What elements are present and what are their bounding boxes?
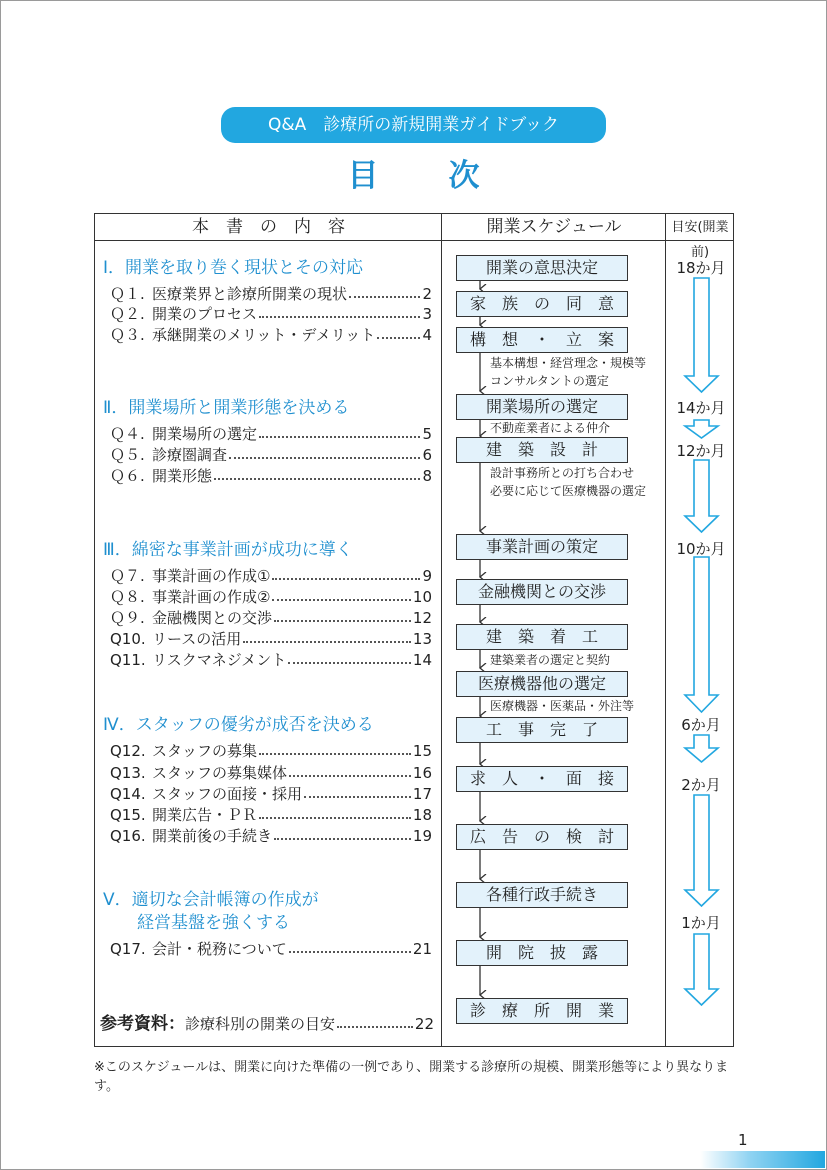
entry-page: 12 — [412, 609, 432, 627]
entry-label: スタッフの募集媒体 — [152, 764, 288, 782]
schedule-note: 必要に応じて医療機器の選定 — [490, 484, 647, 498]
entry-page: 17 — [412, 785, 432, 803]
reference-page: 22 — [414, 1015, 434, 1033]
entry-label: 会計・税務について — [152, 940, 287, 958]
timeline-label: 12か月 — [676, 442, 726, 460]
entry-label: 事業計画の作成② — [152, 588, 271, 606]
page-accent-bar — [700, 1151, 825, 1168]
entry-label: 承継開業のメリット・デメリット — [152, 326, 376, 344]
schedule-step: 事業計画の策定 — [456, 534, 628, 560]
timeline-label: 14か月 — [676, 399, 726, 417]
entry-page: 6 — [422, 446, 432, 464]
schedule-note: 医療機器・医薬品・外注等 — [490, 699, 635, 713]
entry-label: スタッフの面接・採用 — [152, 785, 303, 803]
entry-number: Ｑ９. — [110, 609, 145, 627]
schedule-step: 建 築 設 計 — [456, 437, 628, 463]
entry-number: Ｑ２. — [110, 305, 145, 323]
entry-page: 9 — [422, 567, 432, 585]
entry-page: 5 — [422, 425, 432, 443]
entry-number: Q17. — [110, 940, 146, 958]
schedule-step: 建 築 着 工 — [456, 624, 628, 650]
entry-number: Q15. — [110, 806, 146, 824]
entry-page: 2 — [422, 285, 432, 303]
schedule-note: コンサルタントの選定 — [490, 374, 609, 388]
entry-label: 開業広告・ＰＲ — [152, 806, 258, 824]
entry-label: 開業前後の手続き — [152, 827, 273, 845]
entry-page: 19 — [412, 827, 432, 845]
entry-page: 3 — [422, 305, 432, 323]
entry-page: 8 — [422, 467, 432, 485]
entry-label: リスクマネジメント — [152, 651, 287, 669]
entry-label: スタッフの募集 — [152, 742, 258, 760]
section-heading: Ⅳ．スタッフの優劣が成否を決める — [103, 715, 374, 735]
schedule-note: 不動産業者による仲介 — [490, 421, 611, 435]
section-heading-line2: 経営基盤を強くする — [137, 913, 290, 933]
schedule-step: 構 想 ・ 立 案 — [456, 327, 628, 353]
schedule-step: 診 療 所 開 業 — [456, 998, 628, 1024]
entry-label: リースの活用 — [152, 630, 242, 648]
section-heading: Ⅰ．開業を取り巻く現状とその対応 — [103, 258, 364, 278]
entry-number: Ｑ６. — [110, 467, 145, 485]
timeline-label: 10か月 — [676, 540, 726, 558]
schedule-step: 広 告 の 検 討 — [456, 824, 628, 850]
timeline-label: 2か月 — [681, 776, 721, 794]
header-contents: 本 書 の 内 容 — [192, 217, 345, 237]
page-number: 1 — [738, 1131, 748, 1149]
schedule-note: 設計事務所との打ち合わせ — [490, 466, 635, 480]
schedule-note: 建築業者の選定と契約 — [490, 653, 611, 667]
page-title: 目次 — [347, 158, 550, 194]
entry-number: Ｑ３. — [110, 326, 145, 344]
header-schedule: 開業スケジュール — [486, 217, 622, 237]
schedule-step: 開業の意思決定 — [456, 255, 628, 281]
section-heading: Ⅴ．適切な会計帳簿の作成が — [103, 890, 319, 910]
timeline-label: 18か月 — [676, 259, 726, 277]
schedule-step: 家 族 の 同 意 — [456, 291, 628, 317]
entry-number: Q12. — [110, 742, 146, 760]
schedule-step: 求 人 ・ 面 接 — [456, 766, 628, 792]
entry-label: 金融機関との交渉 — [152, 609, 273, 627]
schedule-step: 開業場所の選定 — [456, 394, 628, 420]
entry-page: 10 — [412, 588, 432, 606]
entry-page: 4 — [422, 326, 432, 344]
section-heading: Ⅱ．開業場所と開業形態を決める — [103, 398, 350, 418]
entry-page: 13 — [412, 630, 432, 648]
entry-label: 開業形態 — [152, 467, 213, 485]
timeline-label: 6か月 — [681, 716, 721, 734]
section-heading: Ⅲ．綿密な事業計画が成功に導く — [103, 540, 353, 560]
footnote: ※このスケジュールは、開業に向けた準備の一例であり、開業する診療所の規模、開業形態等により異なります。 — [94, 1060, 729, 1094]
entry-number: Ｑ８. — [110, 588, 145, 606]
entry-page: 16 — [412, 764, 432, 782]
header-timeline: 目安(開業前) — [671, 220, 729, 260]
entry-label: 診療圏調査 — [152, 446, 228, 464]
schedule-step: 医療機器他の選定 — [456, 671, 628, 697]
entry-page: 14 — [412, 651, 432, 669]
entry-label: 医療業界と診療所開業の現状 — [152, 285, 348, 303]
entry-page: 21 — [412, 940, 432, 958]
reference-text: 診療科別の開業の目安 — [185, 1015, 336, 1033]
schedule-step: 開 院 披 露 — [456, 940, 628, 966]
entry-number: Ｑ７. — [110, 567, 145, 585]
entry-number: Ｑ５. — [110, 446, 145, 464]
entry-number: Q10. — [110, 630, 146, 648]
entry-label: 事業計画の作成① — [152, 567, 271, 585]
entry-number: Q11. — [110, 651, 146, 669]
entry-number: Ｑ４. — [110, 425, 145, 443]
guidebook-banner: Q&A 診療所の新規開業ガイドブック — [221, 107, 606, 143]
schedule-step: 工 事 完 了 — [456, 717, 628, 743]
entry-number: Q13. — [110, 764, 146, 782]
entry-number: Ｑ１. — [110, 285, 145, 303]
entry-page: 15 — [412, 742, 432, 760]
entry-label: 開業のプロセス — [152, 305, 258, 323]
entry-number: Q14. — [110, 785, 146, 803]
schedule-note: 基本構想・経営理念・規模等 — [490, 356, 647, 370]
schedule-step: 金融機関との交渉 — [456, 579, 628, 605]
entry-page: 18 — [412, 806, 432, 824]
entry-number: Q16. — [110, 827, 146, 845]
timeline-label: 1か月 — [681, 914, 721, 932]
entry-label: 開業場所の選定 — [152, 425, 258, 443]
schedule-step: 各種行政手続き — [456, 882, 628, 908]
reference-label: 参考資料： — [100, 1014, 185, 1034]
